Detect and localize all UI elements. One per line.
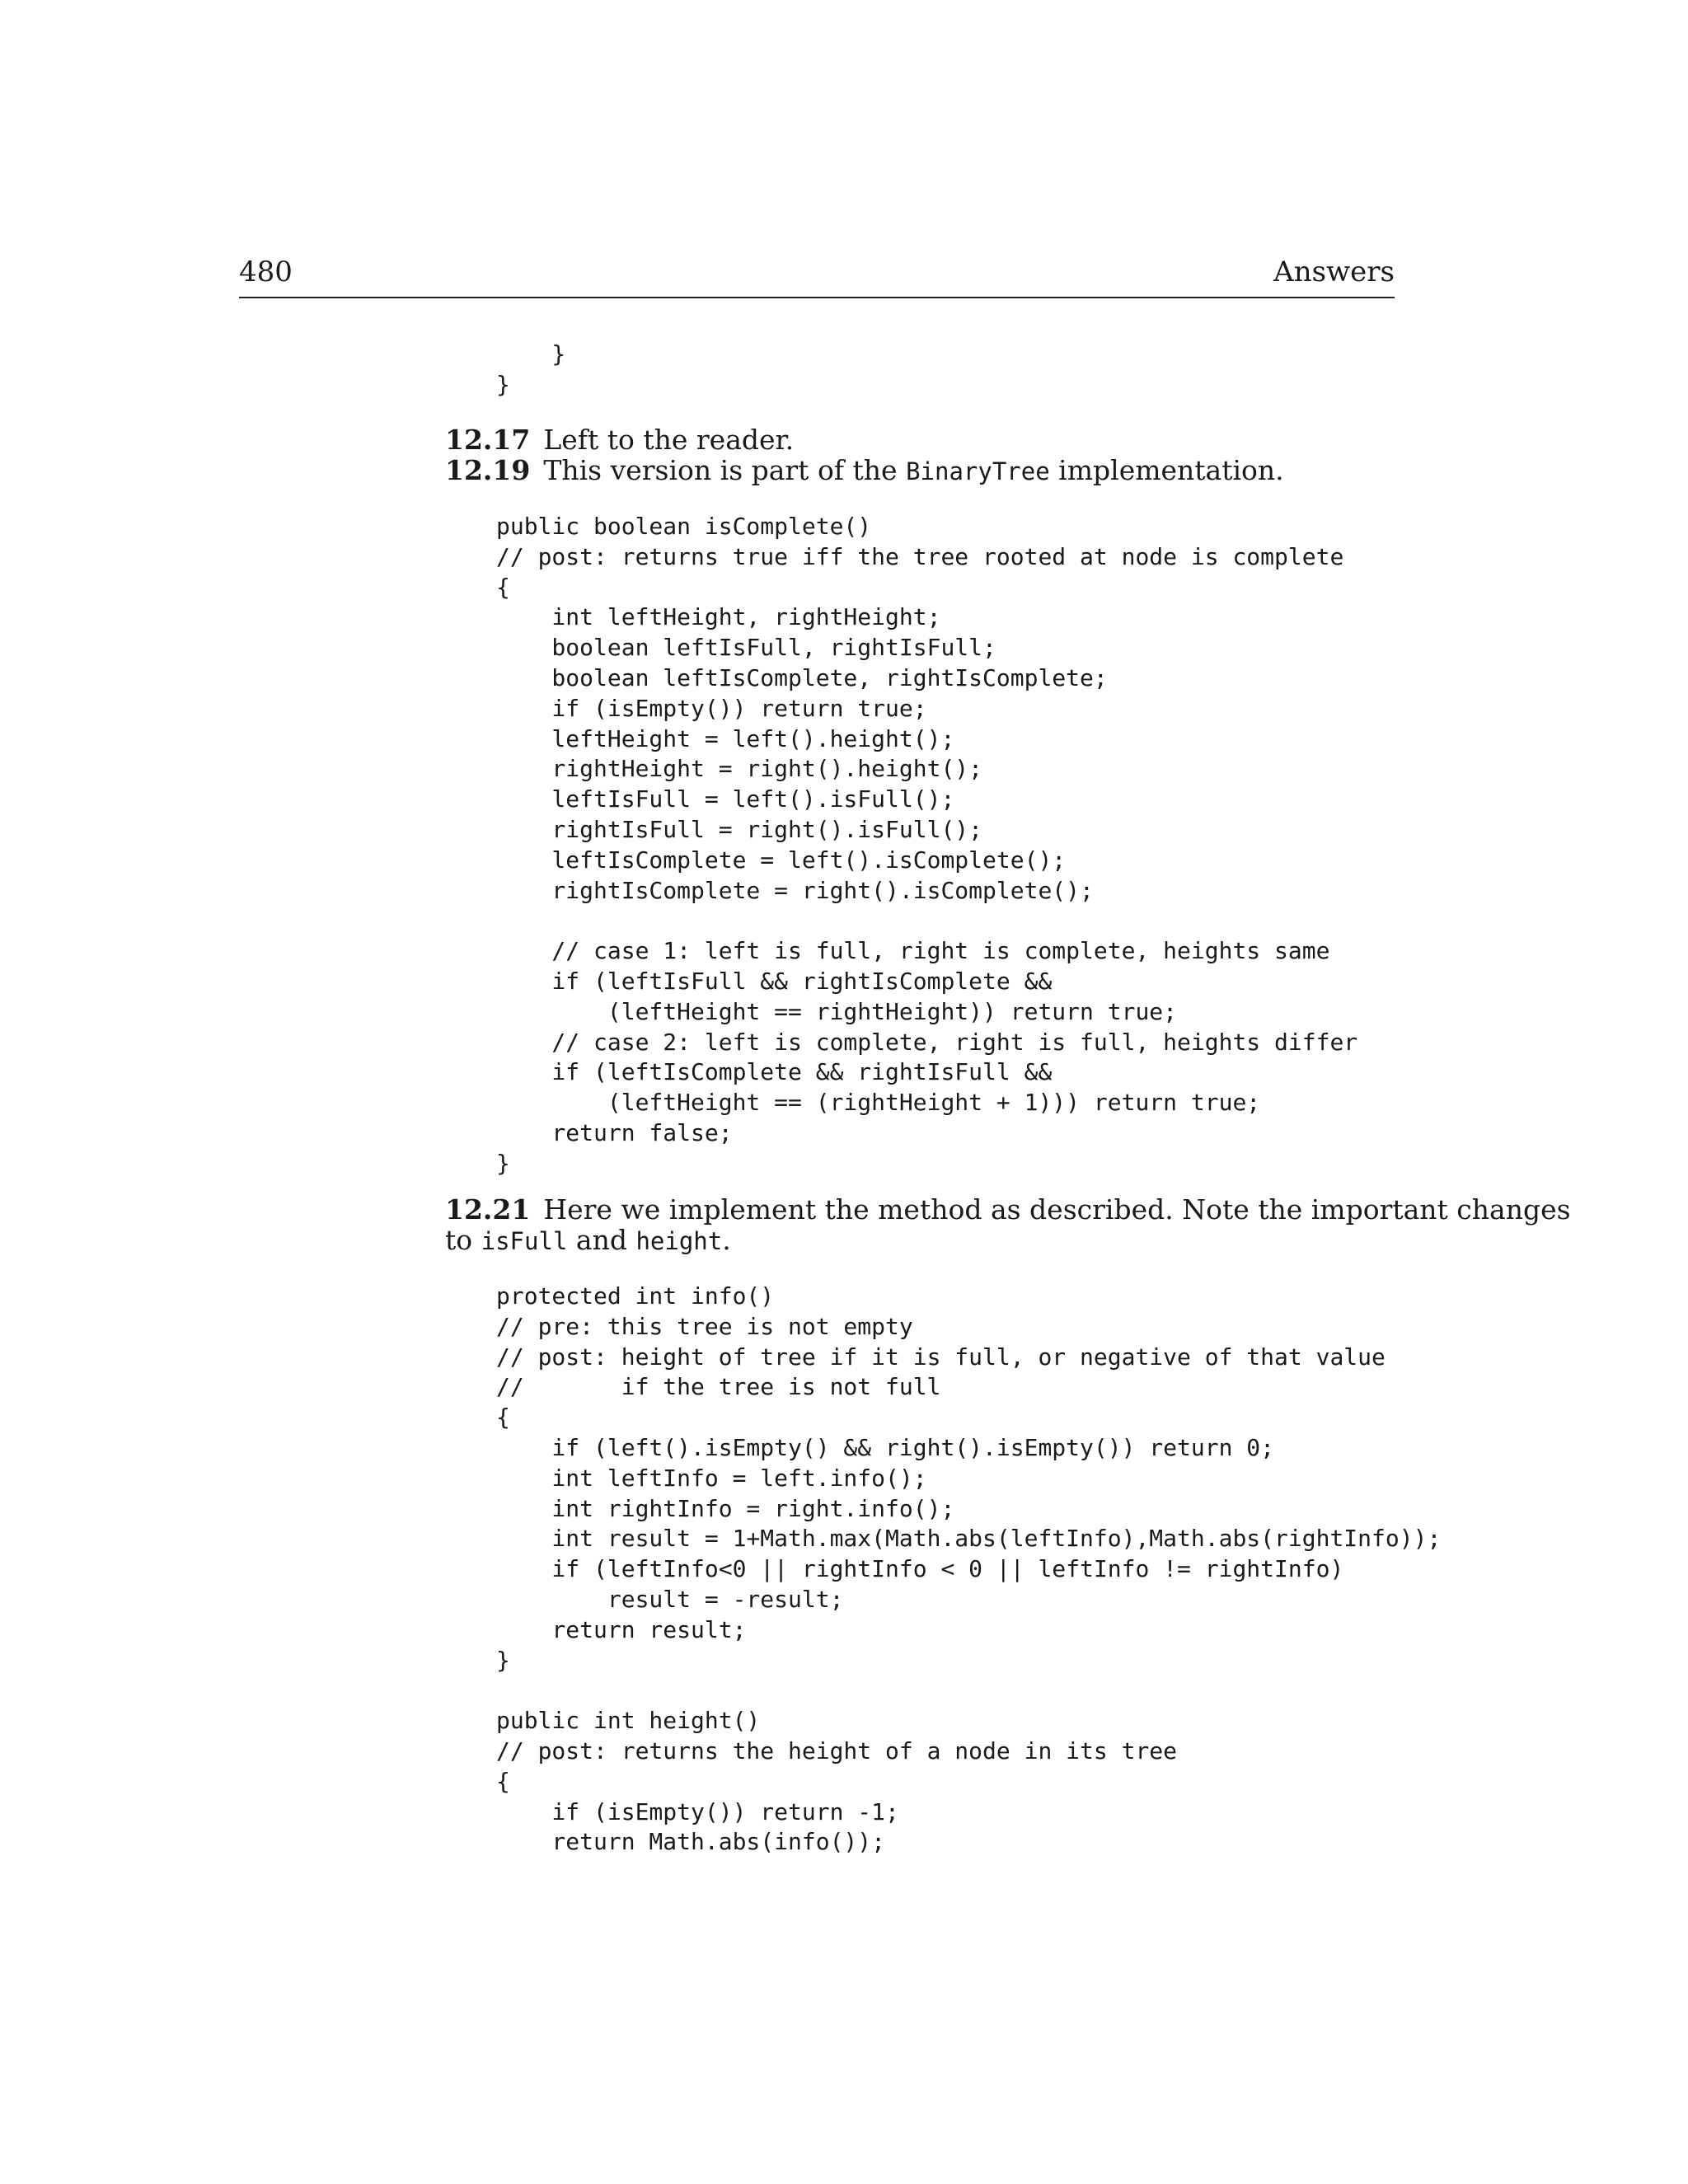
- code-line: result = -result;: [496, 1585, 844, 1613]
- code-line: // pre: this tree is not empty: [496, 1312, 913, 1340]
- code-line: if (leftIsFull && rightIsComplete &&: [496, 967, 1053, 995]
- code-line: rightIsComplete = right().isComplete();: [496, 876, 1094, 904]
- code-line: }: [496, 1646, 510, 1674]
- code-term: BinaryTree: [906, 457, 1050, 485]
- code-line: int leftInfo = left.info();: [496, 1464, 927, 1492]
- answer-12-17-19: [445, 424, 1401, 487]
- code-line: // post: returns the height of a node in its tree: [496, 1736, 1178, 1765]
- code-line: return false;: [496, 1118, 733, 1146]
- answer-text: This version is part of the: [543, 454, 898, 486]
- code-line: }: [496, 370, 510, 398]
- code-line: if (isEmpty()) return -1;: [496, 1797, 899, 1825]
- code-line: }: [496, 340, 566, 368]
- code-line: if (left().isEmpty() && right().isEmpty()) return 0;: [496, 1433, 1275, 1461]
- running-head: [239, 247, 1395, 298]
- code-line: if (leftIsComplete && rightIsFull &&: [496, 1058, 1053, 1086]
- code-line: {: [496, 1767, 510, 1795]
- code-info-height: [496, 1282, 1441, 1858]
- code-line: public boolean isComplete(): [496, 513, 872, 540]
- answer-12-17: [445, 424, 1401, 455]
- code-line: protected int info(): [496, 1282, 775, 1310]
- answer-text: .: [722, 1224, 731, 1256]
- code-term: height: [635, 1227, 723, 1255]
- code-line: {: [496, 573, 510, 601]
- answer-text: to: [445, 1224, 473, 1256]
- page-number: 480: [239, 255, 293, 288]
- code-line: // post: returns true iff the tree rooted at node is complete: [496, 542, 1344, 570]
- answer-number: 12.17: [445, 424, 531, 456]
- code-line: (leftHeight == (rightHeight + 1))) return true;: [496, 1089, 1261, 1117]
- code-line: boolean leftIsComplete, rightIsComplete;: [496, 663, 1108, 691]
- code-line: return Math.abs(info());: [496, 1828, 886, 1856]
- code-line: // case 2: left is complete, right is full, heights differ: [496, 1028, 1358, 1056]
- code-line: if (leftInfo<0 || rightInfo < 0 || leftInfo != rightInfo): [496, 1555, 1344, 1583]
- code-line: (leftHeight == rightHeight)) return true;: [496, 997, 1178, 1025]
- answer-number: 12.19: [445, 454, 531, 486]
- code-line: public int height(): [496, 1707, 761, 1735]
- code-line: leftHeight = left().height();: [496, 724, 955, 752]
- code-line: rightIsFull = right().isFull();: [496, 815, 983, 843]
- code-is-complete: [496, 512, 1357, 1179]
- answer-text: Here we implement the method as described. Note the important changes: [543, 1193, 1571, 1226]
- code-carryover: [496, 340, 565, 401]
- code-line: [496, 1675, 1441, 1706]
- code-line: return result;: [496, 1615, 747, 1643]
- code-line: // case 1: left is full, right is complete, heights same: [496, 937, 1330, 965]
- code-line: if (isEmpty()) return true;: [496, 694, 927, 722]
- code-term: isFull: [481, 1227, 568, 1255]
- section-title: Answers: [1273, 255, 1395, 288]
- answer-12-21-line-2: [445, 1225, 1401, 1257]
- code-line: {: [496, 1404, 510, 1432]
- code-line: boolean leftIsFull, rightIsFull;: [496, 634, 996, 662]
- answer-number: 12.21: [445, 1193, 531, 1226]
- answer-text: Left to the reader.: [543, 424, 795, 456]
- answer-text: and: [575, 1224, 627, 1256]
- code-line: leftIsFull = left().isFull();: [496, 785, 955, 813]
- answer-12-21-line-1: [445, 1193, 1571, 1226]
- code-line: int result = 1+Math.max(Math.abs(leftInfo),Math.abs(rightInfo));: [496, 1525, 1442, 1553]
- answer-text: implementation.: [1058, 454, 1284, 486]
- answer-12-19: [445, 455, 1401, 487]
- code-line: // post: height of tree if it is full, or negative of that value: [496, 1343, 1386, 1371]
- code-line: int rightInfo = right.info();: [496, 1494, 955, 1522]
- code-line: }: [496, 1149, 510, 1177]
- answer-12-21: [445, 1193, 1571, 1257]
- code-line: int leftHeight, rightHeight;: [496, 603, 941, 631]
- code-line: [496, 906, 1357, 936]
- code-line: leftIsComplete = left().isComplete();: [496, 846, 1067, 874]
- code-line: rightHeight = right().height();: [496, 755, 983, 783]
- code-line: // if the tree is not full: [496, 1373, 941, 1401]
